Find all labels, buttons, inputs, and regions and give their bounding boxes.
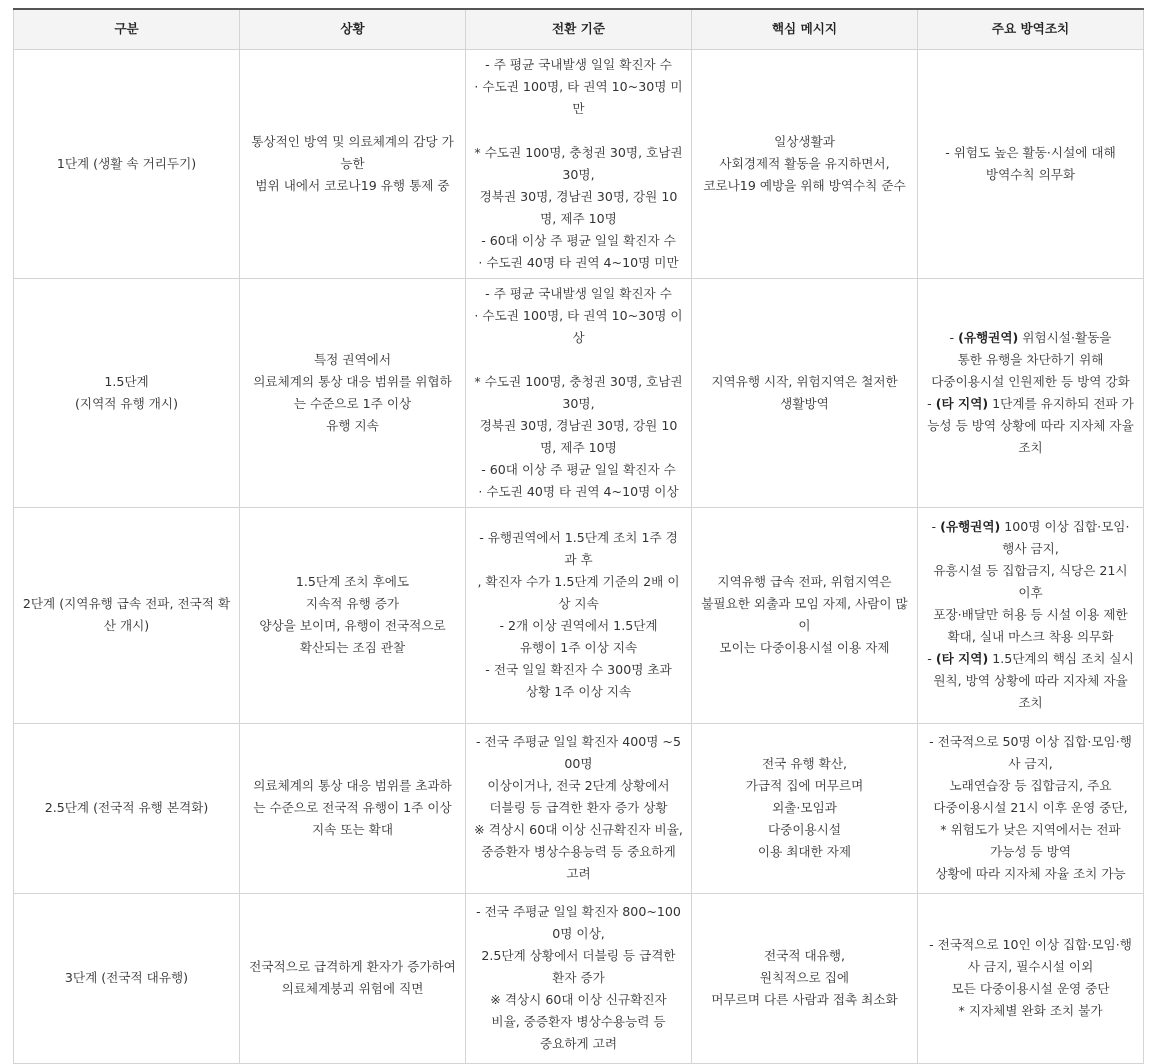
measure-text: 방역수칙 의무화 bbox=[985, 166, 1076, 182]
measure-text: 1.5단계의 핵심 조치 실시 원칙, 방역 상황에 따라 지자체 자율 조치 bbox=[933, 651, 1134, 710]
cell-situation bbox=[240, 507, 466, 723]
criteria-line: - 60대 이상 주 평균 일일 확진자 수 bbox=[481, 461, 676, 477]
cell-measures bbox=[918, 723, 1144, 893]
criteria-line: - 주 평균 국내발생 일일 확진자 수 bbox=[485, 285, 672, 301]
situation-line: 지속적 유행 증가 bbox=[305, 596, 400, 611]
measures-line bbox=[926, 775, 1135, 797]
measure-text: * 위험도가 낮은 지역에서는 전파 bbox=[940, 822, 1121, 837]
criteria-line: · 수도권 100명, 타 권역 10~30명 미만 bbox=[474, 78, 683, 116]
cell-message bbox=[692, 723, 918, 893]
criteria-line: - 60대 이상 주 평균 일일 확진자 수 bbox=[481, 232, 676, 248]
table-row bbox=[14, 893, 1144, 1063]
measures-line bbox=[926, 841, 1135, 863]
message-line: 지역유행 급속 전파, 위험지역은 bbox=[717, 574, 892, 589]
criteria-line: - 전국 일일 확진자 수 300명 초과 bbox=[485, 662, 672, 677]
measure-text: 100명 이상 집합·모임·행사 금지, bbox=[1000, 519, 1130, 556]
measure-text: 유흥시설 등 집합금지, 식당은 21시 이후 bbox=[933, 563, 1128, 600]
cell-stage bbox=[14, 278, 240, 507]
message-line: 전국 유행 확산, bbox=[761, 756, 847, 771]
criteria-line: 상황 1주 이상 지속 bbox=[525, 684, 632, 699]
criteria-line: , 확진자 수가 1.5단계 기준의 2배 이상 지속 bbox=[477, 574, 680, 611]
header-measures: 주요 방역조치 bbox=[918, 9, 1144, 49]
criteria-line: 2.5단계 상황에서 더블링 등 급격한 bbox=[481, 948, 676, 963]
criteria-line: - 전국 주평균 일일 확진자 800~1000명 이상, bbox=[476, 904, 681, 941]
measures-line bbox=[926, 1000, 1135, 1022]
measure-text: - 전국적으로 50명 이상 집합·모임·행사 금지, bbox=[929, 734, 1132, 771]
situation-line: 특정 권역에서 bbox=[314, 351, 391, 367]
criteria-line: - 2개 이상 권역에서 1.5단계 bbox=[499, 618, 658, 633]
measures-line bbox=[926, 349, 1135, 371]
measure-text: 다중이용시설 인원제한 등 방역 강화 bbox=[931, 373, 1130, 389]
message-line: 일상생활과 bbox=[774, 133, 835, 149]
measure-text: 위험시설·활동을 bbox=[1018, 329, 1112, 345]
criteria-line: 비율, 중증환자 병상수용능력 등 bbox=[491, 1014, 666, 1029]
distancing-stage-table bbox=[13, 8, 1144, 1064]
measure-region-label: (타 지역) bbox=[935, 395, 989, 411]
header-message: 핵심 메시지 bbox=[692, 9, 918, 49]
criteria-line: 더블링 등 급격한 환자 증가 상황 bbox=[489, 800, 668, 815]
criteria-line: ※ 격상시 60대 이상 신규확진자 비율, bbox=[474, 822, 683, 837]
situation-line: 범위 내에서 코로나19 유행 통제 중 bbox=[255, 177, 450, 193]
measures-line bbox=[926, 797, 1135, 819]
measure-text: * 지자체별 완화 조치 불가 bbox=[958, 1003, 1103, 1018]
measure-text: - 전국적으로 10인 이상 집합·모임·행사 금지, 필수시설 이외 bbox=[929, 937, 1132, 974]
criteria-line bbox=[474, 349, 683, 371]
criteria-line: · 수도권 100명, 타 권역 10~30명 이상 bbox=[474, 307, 683, 345]
measures-line bbox=[926, 863, 1135, 885]
message-line: 이용 최대한 자제 bbox=[757, 844, 852, 859]
cell-measures bbox=[918, 893, 1144, 1063]
message-line: 지역유행 시작, 위험지역은 철저한 bbox=[711, 373, 898, 389]
cell-measures bbox=[918, 278, 1144, 507]
header-row bbox=[14, 9, 1144, 49]
message-line: 외출·모임과 bbox=[772, 800, 837, 815]
criteria-line: 중요하게 고려 bbox=[540, 1036, 617, 1051]
stage-line: (지역적 유행 개시) bbox=[75, 395, 178, 411]
cell-message bbox=[692, 49, 918, 278]
measures-line bbox=[926, 327, 1135, 349]
cell-criteria bbox=[466, 507, 692, 723]
measures-line bbox=[926, 164, 1135, 186]
measures-line bbox=[926, 819, 1135, 841]
cell-message bbox=[692, 507, 918, 723]
criteria-line: · 수도권 40명 타 권역 4~10명 미만 bbox=[478, 254, 679, 270]
message-line: 생활방역 bbox=[780, 395, 829, 411]
message-line: 다중이용시설 bbox=[768, 822, 841, 837]
measures-line bbox=[926, 648, 1135, 714]
situation-line: 1.5단계 조치 후에도 bbox=[295, 574, 410, 589]
stage-line: 3단계 (전국적 대유행) bbox=[64, 970, 189, 985]
measure-text: 1단계를 유지하되 전파 가능성 등 방역 상황에 따라 지자체 자율 조치 bbox=[927, 395, 1134, 455]
measure-text: 통한 유행을 차단하기 위해 bbox=[957, 351, 1104, 367]
cell-criteria bbox=[466, 723, 692, 893]
measure-prefix: - bbox=[927, 395, 936, 411]
cell-stage bbox=[14, 893, 240, 1063]
situation-line: 의료체계의 통상 대응 범위를 위협하는 수준으로 1주 이상 bbox=[253, 373, 452, 411]
measures-line bbox=[926, 516, 1135, 560]
measure-text: 다중이용시설 21시 이후 운영 중단, bbox=[933, 800, 1128, 815]
criteria-line: * 수도권 100명, 충청권 30명, 호남권 30명, bbox=[474, 373, 683, 411]
measures-line bbox=[926, 371, 1135, 393]
message-line: 전국적 대유행, bbox=[764, 948, 845, 963]
cell-situation bbox=[240, 278, 466, 507]
criteria-line: 경북권 30명, 경남권 30명, 강원 10명, 제주 10명 bbox=[479, 188, 678, 226]
criteria-line: 유행이 1주 이상 지속 bbox=[519, 640, 638, 655]
measures-line bbox=[926, 142, 1135, 164]
table-row bbox=[14, 278, 1144, 507]
cell-criteria bbox=[466, 49, 692, 278]
header-stage: 구분 bbox=[14, 9, 240, 49]
measures-line bbox=[926, 560, 1135, 604]
situation-line: 의료체계의 통상 대응 범위를 초과하는 수준으로 전국적 유행이 1주 이상 지속 또는 확대 bbox=[253, 778, 452, 837]
criteria-line: - 주 평균 국내발생 일일 확진자 수 bbox=[485, 56, 672, 72]
table-body bbox=[14, 49, 1144, 1063]
message-line: 사회경제적 활동을 유지하면서, bbox=[719, 155, 890, 171]
measures-line bbox=[926, 731, 1135, 775]
cell-situation bbox=[240, 723, 466, 893]
measure-text: 가능성 등 방역 bbox=[990, 844, 1071, 859]
cell-stage bbox=[14, 507, 240, 723]
table-row bbox=[14, 507, 1144, 723]
cell-situation bbox=[240, 49, 466, 278]
cell-situation bbox=[240, 893, 466, 1063]
cell-message bbox=[692, 893, 918, 1063]
criteria-line: 고려 bbox=[566, 866, 591, 881]
situation-line: 전국적으로 급격하게 환자가 증가하여 bbox=[249, 959, 456, 974]
measure-region-label: (유행권역) bbox=[940, 519, 1001, 534]
header-criteria: 전환 기준 bbox=[466, 9, 692, 49]
measure-region-label: (타 지역) bbox=[935, 651, 989, 666]
situation-line: 의료체계붕괴 위험에 직면 bbox=[281, 981, 424, 996]
header-situation: 상황 bbox=[240, 9, 466, 49]
cell-criteria bbox=[466, 278, 692, 507]
measure-text: 상황에 따라 지자체 자율 조치 가능 bbox=[935, 866, 1126, 881]
cell-stage bbox=[14, 49, 240, 278]
situation-line: 확산되는 조짐 관찰 bbox=[299, 640, 406, 655]
measure-text: 모든 다중이용시설 운영 중단 bbox=[951, 981, 1110, 996]
criteria-line: 경북권 30명, 경남권 30명, 강원 10명, 제주 10명 bbox=[479, 417, 678, 455]
criteria-line: - 전국 주평균 일일 확진자 400명 ~500명 bbox=[476, 734, 681, 771]
measures-line bbox=[926, 978, 1135, 1000]
cell-message bbox=[692, 278, 918, 507]
measures-line bbox=[926, 393, 1135, 459]
criteria-line: 이상이거나, 전국 2단계 상황에서 bbox=[487, 778, 670, 793]
criteria-line bbox=[474, 120, 683, 142]
measure-region-label: (유행권역) bbox=[958, 329, 1019, 345]
situation-line: 유행 지속 bbox=[326, 417, 379, 433]
criteria-line: * 수도권 100명, 충청권 30명, 호남권 30명, bbox=[474, 144, 683, 182]
message-line: 코로나19 예방을 위해 방역수칙 준수 bbox=[703, 177, 906, 193]
message-line: 가급적 집에 머무르며 bbox=[745, 778, 864, 793]
cell-measures bbox=[918, 507, 1144, 723]
measure-prefix: - bbox=[927, 651, 936, 666]
stage-line: 1.5단계 bbox=[104, 373, 149, 389]
message-line: 원칙적으로 집에 bbox=[759, 970, 850, 985]
message-line: 불필요한 외출과 모임 자제, 사람이 많이 bbox=[701, 596, 908, 633]
cell-criteria bbox=[466, 893, 692, 1063]
message-line: 모이는 다중이용시설 이용 자제 bbox=[719, 640, 890, 655]
stage-line: 1단계 (생활 속 거리두기) bbox=[56, 155, 197, 171]
stage-line: 2단계 (지역유행 급속 전파, 전국적 확산 개시) bbox=[22, 596, 231, 633]
situation-line: 양상을 보이며, 유행이 전국적으로 bbox=[259, 618, 446, 633]
table-header bbox=[14, 9, 1144, 49]
cell-measures bbox=[918, 49, 1144, 278]
cell-stage bbox=[14, 723, 240, 893]
criteria-line: 중증환자 병상수용능력 등 중요하게 bbox=[481, 844, 676, 859]
criteria-line: ※ 격상시 60대 이상 신규확진자 bbox=[490, 992, 667, 1007]
stage-line: 2.5단계 (전국적 유행 본격화) bbox=[44, 800, 209, 815]
criteria-line: · 수도권 40명 타 권역 4~10명 이상 bbox=[478, 483, 679, 499]
table-row bbox=[14, 49, 1144, 278]
measure-text: - 위험도 높은 활동·시설에 대해 bbox=[945, 144, 1116, 160]
criteria-line: - 유행권역에서 1.5단계 조치 1주 경과 후 bbox=[479, 530, 678, 567]
measure-prefix: - bbox=[949, 329, 959, 345]
message-line: 머무르며 다른 사람과 접촉 최소화 bbox=[711, 992, 898, 1007]
table-row bbox=[14, 723, 1144, 893]
measure-text: 노래연습장 등 집합금지, 주요 bbox=[949, 778, 1112, 793]
situation-line: 통상적인 방역 및 의료체계의 감당 가능한 bbox=[251, 133, 454, 171]
measures-line bbox=[926, 604, 1135, 648]
measure-prefix: - bbox=[931, 519, 941, 534]
measure-text: 포장·배달만 허용 등 시설 이용 제한 확대, 실내 마스크 착용 의무화 bbox=[933, 607, 1128, 644]
criteria-line: 환자 증가 bbox=[552, 970, 605, 985]
measures-line bbox=[926, 934, 1135, 978]
